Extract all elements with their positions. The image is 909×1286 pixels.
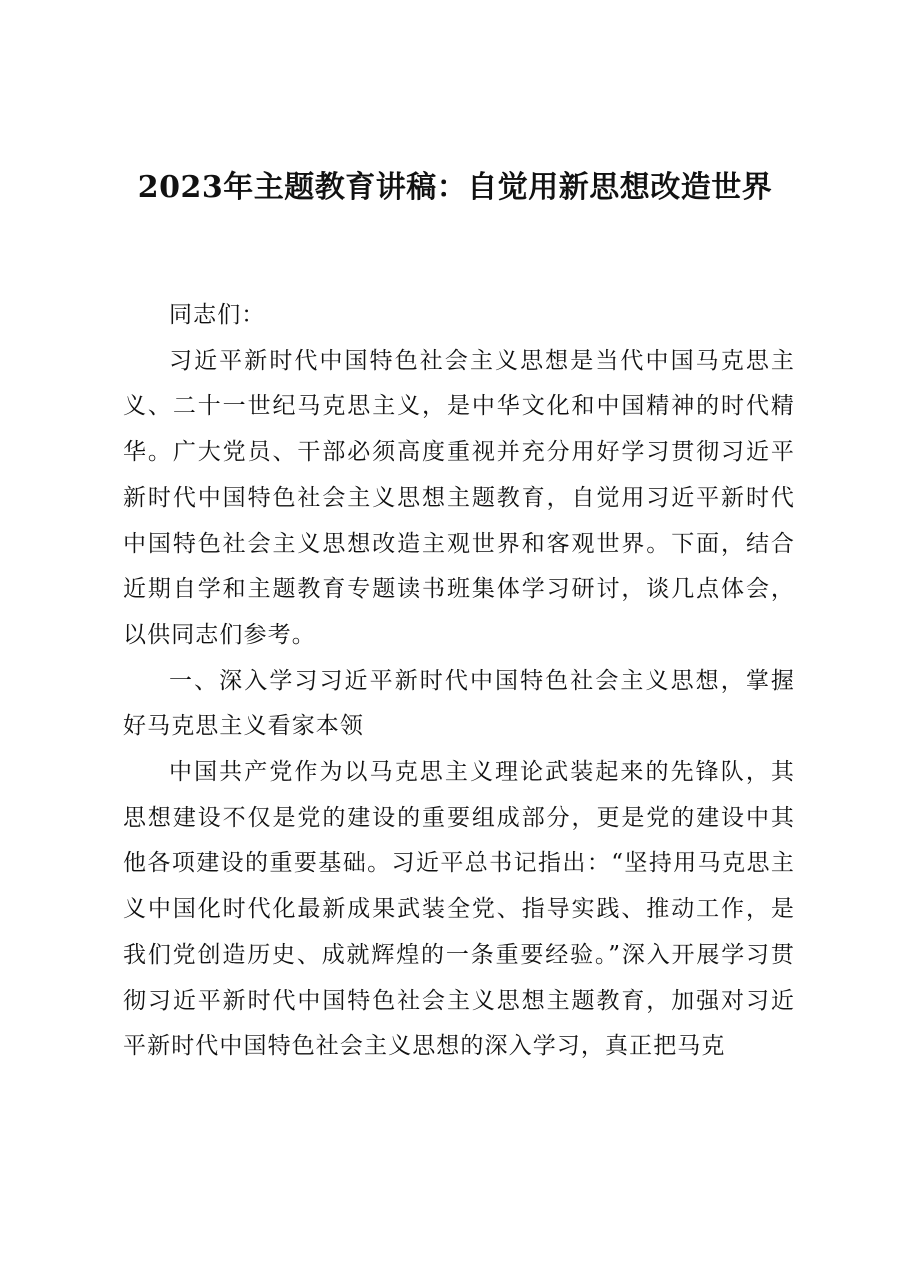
document-title: 2023年主题教育讲稿：自觉用新思想改造世界 <box>137 170 773 205</box>
body-paragraph: 中国共产党作为以马克思主义理论武装起来的先锋队，其思想建设不仅是党的建设的重要组成部分，更是党的建设中其他各项建设的重要基础。习近平总书记指出：“坚持用马克思主义中国化时代化最新成果武装全党、指导实践、推动工作，是我们党创造历史、成就辉煌的一条重要经验。”深入开展学习贯彻习近平新时代中国特色社会主义思想主题教育，加强对习近平新时代中国特色社会主义思想的深入学习，真正把马克 <box>123 759 795 1060</box>
salutation-paragraph: 同志们： <box>169 302 266 328</box>
section-heading-paragraph: 一、深入学习习近平新时代中国特色社会主义思想，掌握好马克思主义看家本领 <box>123 667 795 740</box>
intro-paragraph: 习近平新时代中国特色社会主义思想是当代中国马克思主义、二十一世纪马克思主义，是中华文化和中国精神的时代精华。广大党员、干部必须高度重视并充分用好学习贯彻习近平新时代中国特色社会主义思想主题教育，自觉用习近平新时代中国特色社会主义思想改造主观世界和客观世界。下面，结合近期自学和主题教育专题读书班集体学习研讨，谈几点体会，以供同志们参考。 <box>123 347 795 648</box>
document-body <box>123 293 795 1070</box>
